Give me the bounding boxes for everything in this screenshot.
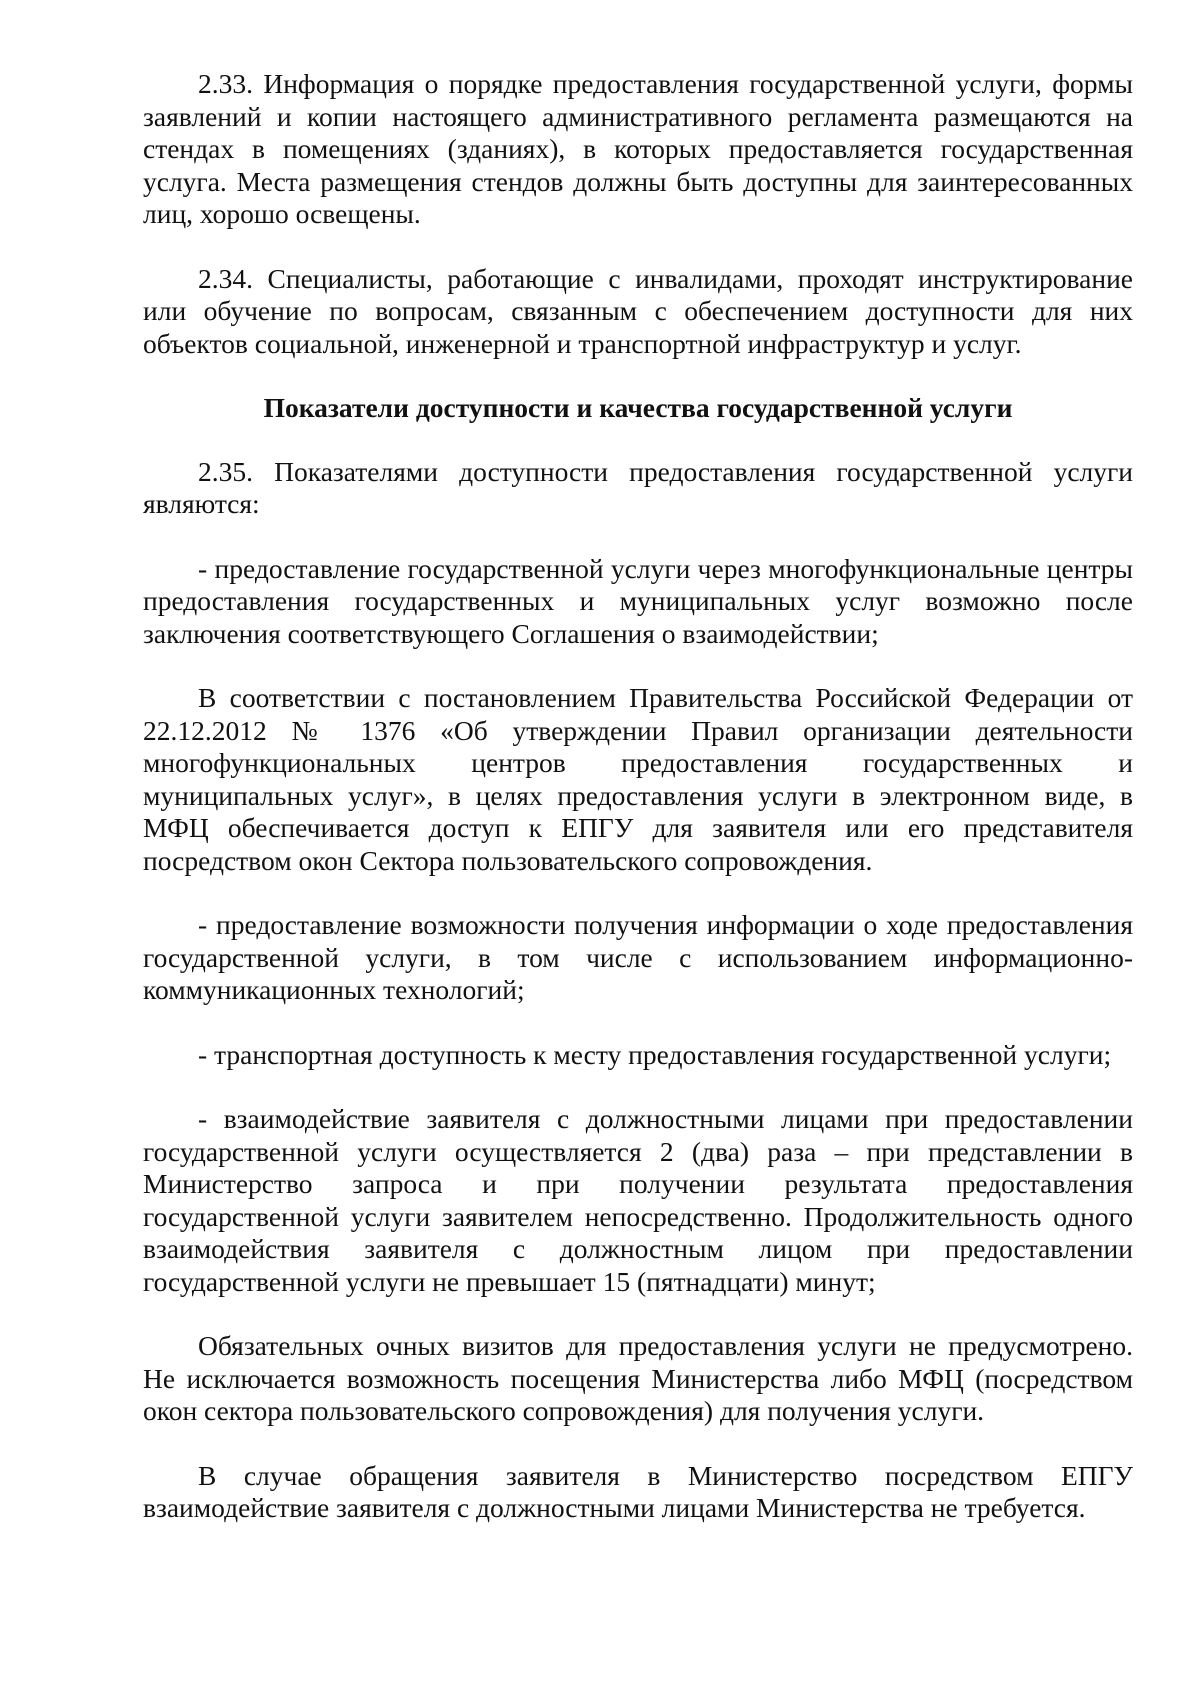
paragraph-2-34: 2.34. Специалисты, работающие с инвалидами, проходят инструктирование или обучение по вопросам, связанным с обеспечением доступности для них объектов социальной, инженерной и транспортной инфраструктур и услуг. [143,262,1133,359]
list-item-information-access: - предоставление возможности получения информации о ходе предоставления государственной услуги, в том числе с использованием информационно-коммуникационных технологий; [143,909,1133,1005]
paragraph-epgu: В случае обращения заявителя в Министерство посредством ЕПГУ взаимодействие заявителя с должностными лицами Министерства не требуется. [143,1459,1133,1523]
paragraph-government-decree: В соответствии с постановлением Правительства Российской Федерации от 22.12.2012 № 1376 «Об утверждении Правил организации деятельности многофункциональных центров предоставления государственных и муниципальных услуг», в целях предоставления услуги в электронном виде, в МФЦ обеспечивается доступ к ЕПГУ для заявителя или его представителя посредством окон Сектора пользовательского сопровождения. [143,682,1133,876]
list-item-mfc: - предоставление государственной услуги через многофункциональные центры предоставления государственных и муниципальных услуг возможно после заключения соответствующего Соглашения о взаимодействии; [143,552,1133,649]
list-item-transport-access: - транспортная доступность к месту предоставления государственной услуги; [198,1038,1112,1070]
paragraph-visits: Обязательных очных визитов для предоставления услуги не предусмотрено. Не исключается возможность посещения Министерства либо МФЦ (посредством окон сектора пользовательского сопровождения) для получения услуги. [143,1330,1133,1426]
paragraph-2-35: 2.35. Показателями доступности предоставления государственной услуги являются: [143,455,1133,519]
section-heading: Показатели доступности и качества государственной услуги [263,392,1013,423]
paragraph-2-33: 2.33. Информация о порядке предоставления государственной услуги, формы заявлений и копии настоящего административного регламента размещаются на стендах в помещениях (зданиях), в которых предоставляется государственная услуга. Места размещения стендов должны быть доступны для заинтересованных лиц, хорошо освещены. [143,68,1133,229]
list-item-interaction: - взаимодействие заявителя с должностными лицами при предоставлении государственной услуги осуществляется 2 (два) раза – при представлении в Министерство запроса и при получении результата предоставления государственной услуги заявителем непосредственно. Продолжительность одного взаимодействия заявителя с должностным лицом при предоставлении государственной услуги не превышает 15 (пятнадцати) минут; [143,1103,1133,1297]
document-body [143,68,1133,1557]
